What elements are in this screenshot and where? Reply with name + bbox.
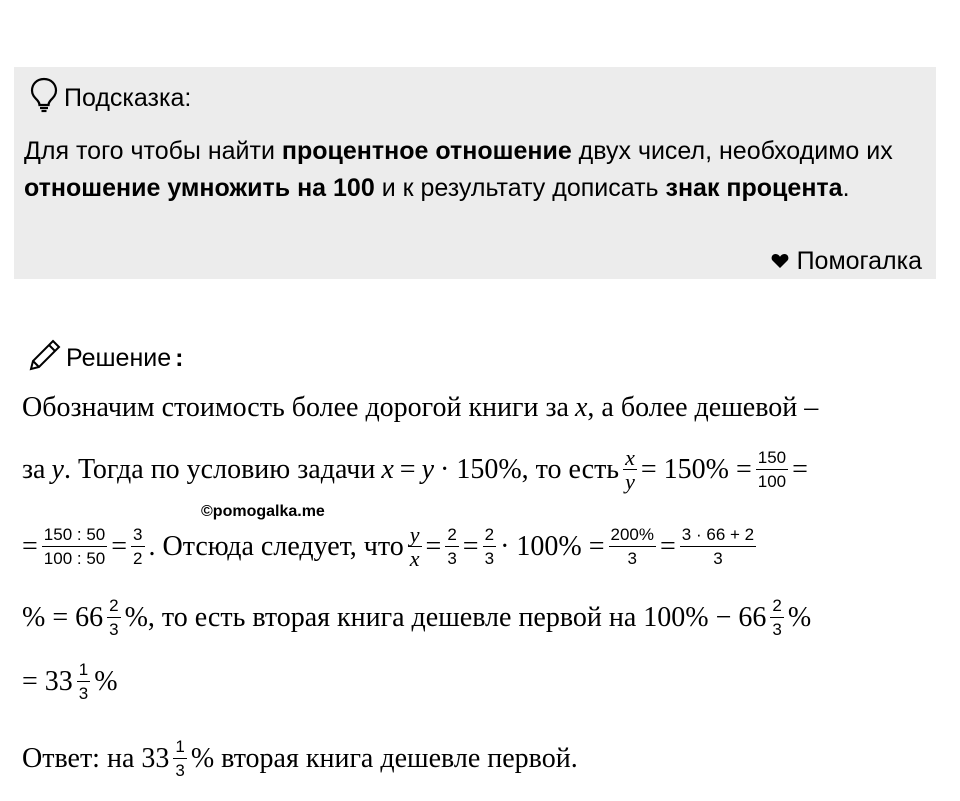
- fraction-150-50-over-100-50: $\frac{150 : 50}{100 : 50}$: [43, 525, 106, 568]
- hint-box: [14, 67, 936, 279]
- brand-name: Помогалка: [796, 247, 922, 275]
- fraction-2-over-3-a: $\frac{2}{3}$: [447, 525, 457, 568]
- hint-header: [30, 77, 191, 120]
- pencil-icon: [28, 338, 62, 379]
- fraction-1-over-3-b: $\frac{1}{3}$: [175, 737, 185, 780]
- solution-header: [28, 338, 183, 379]
- hint-text: Для того чтобы найти процентное отношение двух чисел, необходимо их отношение умножить на 100 и к результату дописать знак процента.: [24, 137, 893, 202]
- lightbulb-icon: [30, 77, 58, 120]
- fraction-y-over-x: $\frac{y}{x}$: [409, 522, 420, 571]
- brand-signature: [771, 247, 922, 276]
- fraction-3-over-2: $\frac{3}{2}$: [133, 525, 143, 568]
- solution-line-4: % = 66 $\frac{2}{3}$ %, то есть вторая книга дешевле первой на 100% − 66 $\frac{2}{3}$ %: [22, 596, 812, 639]
- solution-line-1: Обозначим стоимость более дорогой книги за x , а более дешевой –: [22, 392, 819, 423]
- fraction-2-over-3-b: $\frac{2}{3}$: [484, 525, 495, 568]
- heart-icon: [771, 247, 789, 276]
- fraction-3x66plus2-over-3: $\frac{3 \cdot 66 + 2}{3}$: [681, 525, 755, 568]
- hint-title: Подсказка:: [64, 84, 192, 112]
- solution-line-3: = $\frac{150 : 50}{100 : 50}$ = $\frac{3}{2}$ . Отсюда следует, что $\frac{y}{x}$ = $\frac{2}{3}$ = $\frac{2}{3}$ · 100% = $\frac{200\%}{3}$ = $\frac{3 \cdot 66 + 2}{3}$: [22, 522, 755, 571]
- solution-colon: :: [175, 344, 184, 372]
- solution-line-5: = 33 $\frac{1}{3}$ %: [22, 660, 118, 703]
- fraction-2-over-3-d: $\frac{2}{3}$: [772, 596, 782, 639]
- answer-line: Ответ: на 33 $\frac{1}{3}$ % вторая книга дешевле первой.: [22, 737, 578, 780]
- solution-line-2: за y . Тогда по условию задачи x = y · 150%, то есть $\frac{x}{y}$ = 150% = $\frac{150}{100}$ =: [22, 445, 808, 494]
- fraction-1-over-3-a: $\frac{1}{3}$: [78, 660, 89, 703]
- fraction-2-over-3-c: $\frac{2}{3}$: [109, 596, 119, 639]
- watermark: ©pomogalka.me: [201, 503, 325, 520]
- fraction-x-over-y: $\frac{x}{y}$: [625, 445, 635, 494]
- solution-title: Решение: [66, 344, 172, 372]
- fraction-150-over-100: $\frac{150}{100}$: [757, 448, 787, 491]
- fraction-200pct-over-3: $\frac{200\%}{3}$: [610, 525, 654, 568]
